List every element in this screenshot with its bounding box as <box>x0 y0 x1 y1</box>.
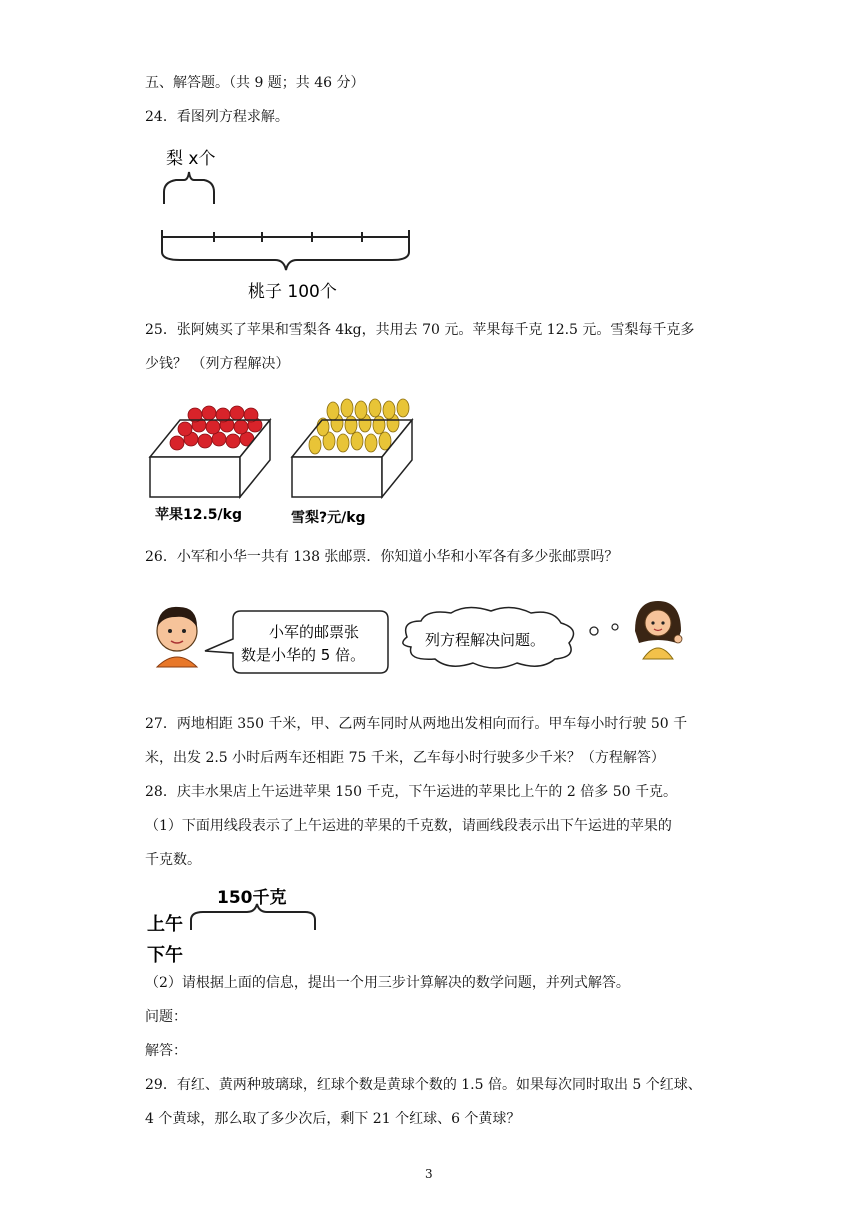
pear-box <box>292 399 412 497</box>
thought-dot <box>612 624 618 630</box>
question-25-line1: 25．张阿姨买了苹果和雪梨各 4kg，共用去 70 元。苹果每千克 12.5 元。雪梨每千克多 <box>145 322 695 338</box>
segment-top-label: 150千克 <box>217 888 287 908</box>
girl-avatar <box>635 601 682 659</box>
boy-avatar <box>157 607 197 667</box>
fruit-boxes-figure <box>145 395 430 530</box>
bubble1-line1: 小军的邮票张 <box>269 623 360 641</box>
question-29-line2: 4 个黄球，那么取了多少次后，剩下 21 个红球、6 个黄球？ <box>145 1111 521 1127</box>
morning-label: 上午 <box>147 914 183 935</box>
bubble1-line2: 数是小华的 5 倍。 <box>241 646 366 664</box>
question-24: 24．看图列方程求解。 <box>145 109 289 125</box>
question-26: 26．小军和小华一共有 138 张邮票．你知道小华和小军各有多少张邮票吗？ <box>145 549 619 565</box>
section-header: 五、解答题。（共 9 题；共 46 分） <box>145 75 365 91</box>
question-label: 问题： <box>145 1009 187 1025</box>
question-28: 28．庆丰水果店上午运进苹果 150 千克，下午运进的苹果比上午的 2 倍多 50 千克。 <box>145 784 677 800</box>
answer-label: 解答： <box>145 1043 187 1059</box>
stamp-dialog-figure <box>145 585 705 685</box>
pear-label: 梨 x个 <box>166 149 216 169</box>
apple-segment-diagram <box>145 880 345 965</box>
pear-peach-diagram <box>150 140 420 305</box>
question-28-sub1-line1: （1）下面用线段表示了上午运进的苹果的千克数，请画线段表示出下午运进的苹果的 <box>145 818 672 834</box>
question-28-sub2: （2）请根据上面的信息，提出一个用三步计算解决的数学问题，并列式解答。 <box>145 975 630 991</box>
thought-dot <box>590 627 598 635</box>
afternoon-label: 下午 <box>147 945 183 965</box>
page-number: 3 <box>425 1167 433 1181</box>
pear-brace <box>164 172 214 204</box>
question-29-line1: 29．有红、黄两种玻璃球，红球个数是黄球个数的 1.5 倍。如果每次同时取出 5 个红球、 <box>145 1077 702 1093</box>
pear-price-label: 雪梨?元/kg <box>291 510 366 526</box>
apple-box <box>150 406 270 497</box>
question-27-line2: 米，出发 2.5 小时后两车还相距 75 千米，乙车每小时行驶多少千米？（方程解答） <box>145 750 665 766</box>
peach-brace <box>162 244 409 270</box>
question-27-line1: 27．两地相距 350 千米，甲、乙两车同时从两地出发相向而行。甲车每小时行驶 50 千 <box>145 716 688 732</box>
peach-label: 桃子 100个 <box>248 282 337 302</box>
bubble2-text: 列方程解决问题。 <box>425 631 546 649</box>
apple-price-label: 苹果12.5/kg <box>155 507 242 523</box>
question-28-sub1-line2: 千克数。 <box>145 852 201 868</box>
question-25-line2: 少钱？ （列方程解决） <box>145 356 290 372</box>
